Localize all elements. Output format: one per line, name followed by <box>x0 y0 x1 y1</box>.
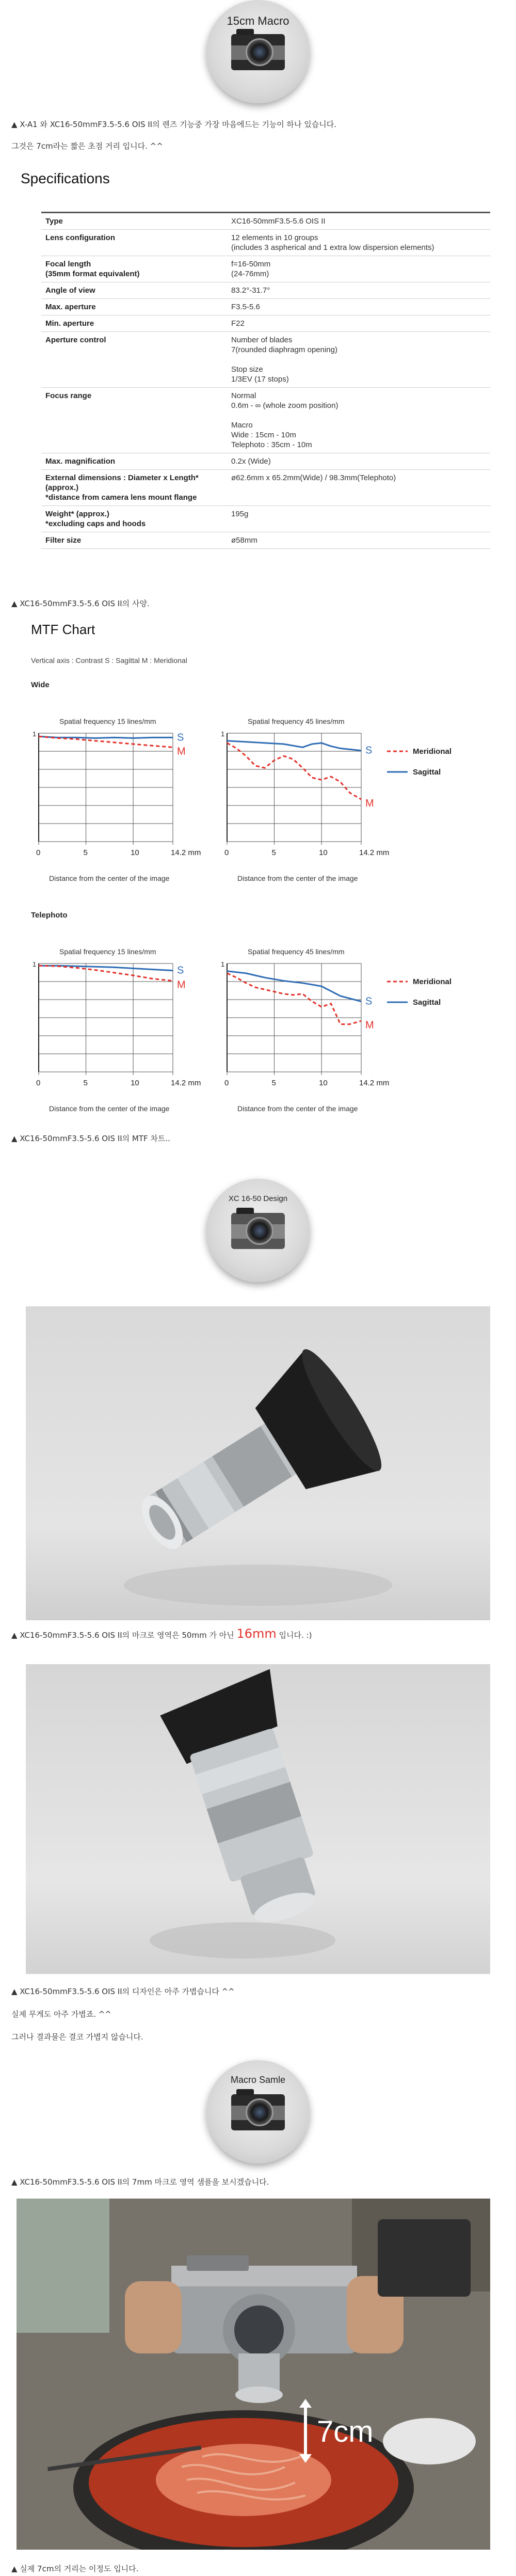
spec-row <box>41 332 490 388</box>
spec-value: Normal 0.6m - ∞ (whole zoom position) Macro Wide : 15cm - 10m Telephoto : 35cm - 10m <box>227 388 490 453</box>
specifications-title: Specifications <box>21 170 110 186</box>
x-tick-label: 0 <box>224 848 229 857</box>
spec-key: Max. aperture <box>41 299 227 315</box>
camera-icon <box>231 2094 285 2130</box>
spec-row <box>41 299 490 315</box>
macro-badge <box>206 0 310 103</box>
sagittal-marker: S <box>177 732 184 744</box>
caption-5-end: 입니다. :) <box>276 1631 312 1640</box>
y-tick-label: 1 <box>33 730 37 738</box>
badge-title: Macro Samle <box>230 2075 286 2085</box>
y-tick-label: 1 <box>221 960 225 968</box>
sagittal-marker: S <box>365 745 373 756</box>
spec-row <box>41 532 490 549</box>
design-badge <box>206 1179 310 1282</box>
meridional-marker: M <box>365 1019 374 1031</box>
lens-photo-front <box>26 1664 490 1974</box>
x-tick-label: 5 <box>271 848 276 857</box>
meridional-marker: M <box>365 798 374 810</box>
mtf-wide-charts <box>0 713 516 909</box>
spec-key: Filter size <box>41 532 227 549</box>
x-tick-label: 0 <box>36 848 41 857</box>
chart-title: Spatial frequency 15 lines/mm <box>59 717 156 725</box>
meridional-marker: M <box>177 979 186 991</box>
caption-3: ▲ XC16-50mmF3.5-5.6 OIS II의 사양. <box>11 599 150 608</box>
x-axis-label: Distance from the center of the image <box>49 874 170 882</box>
x-tick-label: 14.2 mm <box>171 848 201 857</box>
caption-5-text: ▲ XC16-50mmF3.5-5.6 OIS II의 마크로 영역은 50mm 가 아닌 <box>11 1631 237 1640</box>
chart-title: Spatial frequency 15 lines/mm <box>59 947 156 956</box>
meridional-line <box>227 973 361 1024</box>
x-axis-label: Distance from the center of the image <box>237 1104 358 1113</box>
spec-value: 83.2°-31.7° <box>227 282 490 299</box>
caption-8: 그러나 결과물은 결코 가볍지 않습니다. <box>11 2032 143 2042</box>
sagittal-line <box>227 971 361 1002</box>
spec-row <box>41 230 490 256</box>
mtf-chart-title: MTF Chart <box>31 622 95 637</box>
x-axis-label: Distance from the center of the image <box>49 1104 170 1113</box>
x-axis-label: Distance from the center of the image <box>237 874 358 882</box>
x-tick-label: 0 <box>36 1079 41 1087</box>
spec-value: 0.2x (Wide) <box>227 453 490 470</box>
caption-6: ▲ XC16-50mmF3.5-5.6 OIS II의 디자인은 아주 가볍습니다 ^^ <box>11 1987 235 1996</box>
legend-sagittal-label: Sagittal <box>413 768 441 777</box>
spec-row <box>41 213 490 230</box>
x-tick-label: 5 <box>83 1079 88 1087</box>
spec-row <box>41 506 490 532</box>
camera-icon <box>231 34 285 70</box>
y-tick-label: 1 <box>221 730 225 738</box>
chart-title: Spatial frequency 45 lines/mm <box>248 947 345 956</box>
x-tick-label: 14.2 mm <box>359 1079 390 1087</box>
x-tick-label: 10 <box>131 848 139 857</box>
x-tick-label: 10 <box>319 848 328 857</box>
spec-row <box>41 256 490 282</box>
caption-4: ▲ XC16-50mmF3.5-5.6 OIS II의 MTF 차트.. <box>11 1134 170 1143</box>
spec-key: Lens configuration <box>41 230 227 256</box>
x-tick-label: 10 <box>131 1079 139 1087</box>
sagittal-line <box>227 741 361 751</box>
specifications-table <box>41 212 490 549</box>
legend-meridional-label: Meridional <box>413 747 452 756</box>
spec-value: ø62.6mm x 65.2mm(Wide) / 98.3mm(Telephoto) <box>227 470 490 506</box>
spec-row <box>41 470 490 506</box>
distance-label: 7cm <box>317 2415 374 2448</box>
sagittal-marker: S <box>365 995 373 1007</box>
spec-value: 12 elements in 10 groups (includes 3 aspherical and 1 extra low dispersion elements) <box>227 230 490 256</box>
caption-10: ▲ 실제 7cm의 거리는 이정도 입니다. <box>11 2564 139 2573</box>
macro-sample-badge <box>206 2060 310 2163</box>
x-tick-label: 14.2 mm <box>171 1079 201 1087</box>
caption-2: 그것은 7cm라는 짧은 초점 거리 입니다. ^^ <box>11 141 163 151</box>
caption-1: ▲ X-A1 와 XC16-50mmF3.5-5.6 OIS II의 렌즈 기능중 가장 마음에드는 기능이 하나 있습니다. <box>11 120 337 129</box>
legend-meridional-label: Meridional <box>413 977 452 986</box>
x-tick-label: 10 <box>319 1079 328 1087</box>
sagittal-marker: S <box>177 965 184 976</box>
badge-title: 15cm Macro <box>227 14 289 27</box>
lens-photo-side <box>26 1306 490 1620</box>
x-tick-label: 5 <box>271 1079 276 1087</box>
spec-key: Aperture control <box>41 332 227 388</box>
spec-row <box>41 282 490 299</box>
caption-5-highlight: 16mm <box>236 1626 277 1641</box>
y-tick-label: 1 <box>33 960 37 968</box>
legend-sagittal-label: Sagittal <box>413 998 441 1007</box>
spec-value: F3.5-5.6 <box>227 299 490 315</box>
spec-value: F22 <box>227 315 490 332</box>
spec-key: Angle of view <box>41 282 227 299</box>
spec-row <box>41 315 490 332</box>
x-tick-label: 0 <box>224 1079 229 1087</box>
mtf-wide-label: Wide <box>31 681 50 689</box>
meridional-marker: M <box>177 746 186 757</box>
x-tick-label: 5 <box>83 848 88 857</box>
spec-key: Min. aperture <box>41 315 227 332</box>
mtf-axis-note: Vertical axis : Contrast S : Sagittal M : Meridional <box>31 656 187 665</box>
caption-9: ▲ XC16-50mmF3.5-5.6 OIS II의 7mm 마크로 영역 샘플을 보시겠습니다. <box>11 2177 269 2187</box>
spec-value: f=16-50mm (24-76mm) <box>227 256 490 282</box>
spec-value: ø58mm <box>227 532 490 549</box>
x-tick-label: 14.2 mm <box>359 848 390 857</box>
caption-7: 실제 무게도 아주 가볍죠. ^^ <box>11 2010 111 2019</box>
meridional-line <box>39 966 173 981</box>
spec-key: Focal length (35mm format equivalent) <box>41 256 227 282</box>
caption-5 <box>11 1626 312 1641</box>
spec-value: Number of blades 7(rounded diaphragm opening) Stop size 1/3EV (17 stops) <box>227 332 490 388</box>
badge-title: XC 16-50 Design <box>228 1194 288 1203</box>
chart-title: Spatial frequency 45 lines/mm <box>248 717 345 725</box>
spec-key: Weight* (approx.) *excluding caps and hoods <box>41 506 227 532</box>
macro-sample-photo <box>17 2199 490 2550</box>
spec-key: Focus range <box>41 388 227 453</box>
mtf-telephoto-charts <box>0 943 516 1139</box>
spec-value: 195g <box>227 506 490 532</box>
mtf-telephoto-label: Telephoto <box>31 911 68 920</box>
spec-key: External dimensions : Diameter x Length* (approx.) *distance from camera lens mount flange <box>41 470 227 506</box>
spec-row <box>41 388 490 453</box>
spec-key: Type <box>41 213 227 230</box>
camera-icon <box>231 1213 285 1249</box>
spec-key: Max. magnification <box>41 453 227 470</box>
spec-value: XC16-50mmF3.5-5.6 OIS II <box>227 213 490 230</box>
spec-row <box>41 453 490 470</box>
